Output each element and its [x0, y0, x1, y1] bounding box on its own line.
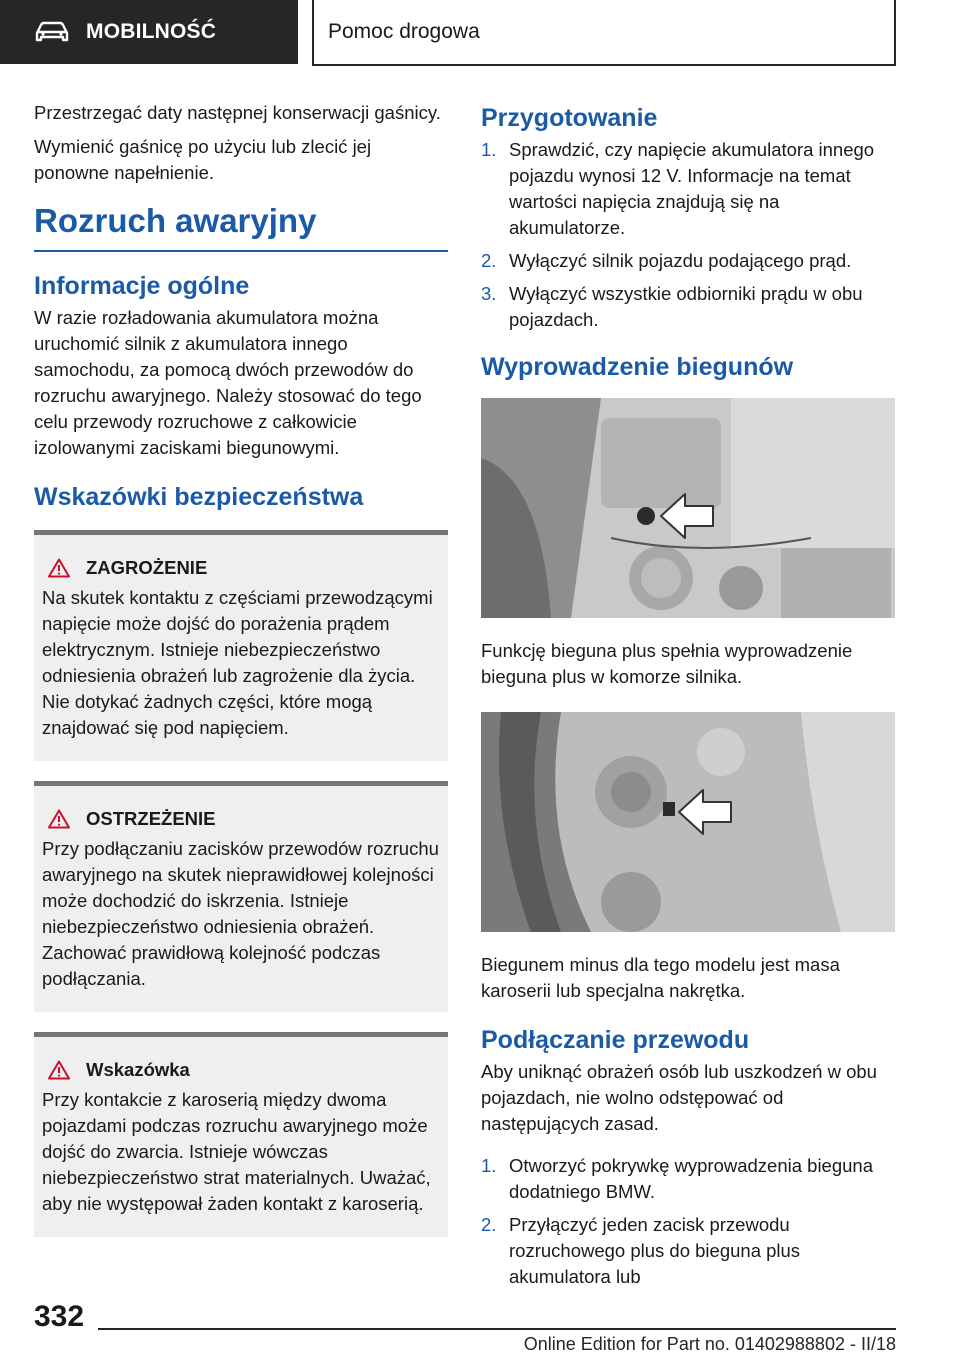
notice-box — [34, 1032, 448, 1237]
prep-steps — [481, 137, 895, 333]
box-title: OSTRZEŻENIE — [86, 808, 216, 829]
list-item: 1. Sprawdzić, czy napięcie akumulatora innego pojazdu wynosi 12 V. Informacje na temat wartości napięcia znajdują się na akumulatorze. — [481, 139, 875, 238]
warning-icon — [48, 558, 70, 578]
image-caption: Biegunem minus dla tego modelu jest masa karoserii lub specjalna nakrętka. — [481, 954, 840, 1001]
left-column — [34, 100, 448, 1257]
connect-steps — [481, 1153, 895, 1290]
warning-icon — [48, 1060, 70, 1080]
section-heading: Informacje ogólne — [34, 272, 250, 300]
section-header — [0, 0, 298, 64]
engine-bay-plus-pole-image — [481, 398, 895, 618]
image-caption: Funkcję bieguna plus spełnia wyprowadzenie bieguna plus w komorze silnika. — [481, 640, 853, 687]
section-heading: Podłączanie przewodu — [481, 1026, 750, 1054]
box-text: Przy kontakcie z karoserią między dwoma pojazdami podczas rozruchu awaryjnego może dojść do zwarcia. Istnieje wówczas niebezpieczeństwo strat materialnych. Uważać, aby nie występował żaden kontakt z karoserią. — [42, 1089, 431, 1214]
paragraph: Przestrzegać daty następnej konserwacji gaśnicy. — [34, 102, 441, 123]
paragraph: Wymienić gaśnicę po użyciu lub zlecić jej ponowne napełnienie. — [34, 136, 372, 183]
list-item: 2. Wyłączyć silnik pojazdu podającego prąd. — [481, 250, 852, 271]
section-heading: Wskazówki bezpieczeństwa — [34, 483, 364, 511]
list-item: 3. Wyłączyć wszystkie odbiorniki prądu w obu pojazdach. — [481, 283, 863, 330]
page-title: Rozruch awaryjny — [34, 202, 448, 252]
chapter-header — [312, 0, 896, 66]
chapter-label: Pomoc drogowa — [328, 20, 480, 43]
list-item: 1. Otworzyć pokrywkę wyprowadzenia bieguna dodatniego BMW. — [481, 1155, 874, 1202]
engine-bay-minus-pole-image — [481, 712, 895, 932]
list-item: 2. Przyłączyć jeden zacisk przewodu rozruchowego plus do bieguna plus akumulatora lub — [481, 1214, 801, 1287]
box-text: Na skutek kontaktu z częściami przewodzącymi napięcie może dojść do porażenia prądem elektrycznym. Istnieje niebezpieczeństwo odniesienia obrażeń lub zagrożenie dla życia. Nie dotykać żadnych części, które mogą znajdować się pod napięciem. — [42, 587, 433, 738]
box-title: ZAGROŻENIE — [86, 557, 208, 578]
page-number: 332 — [34, 1300, 85, 1333]
right-column — [481, 104, 895, 1298]
box-title: Wskazówka — [86, 1059, 190, 1080]
footer-divider — [98, 1328, 896, 1330]
danger-box — [34, 530, 448, 761]
warning-box — [34, 781, 448, 1012]
section-label: MOBILNOŚĆ — [86, 20, 217, 43]
warning-icon — [48, 809, 70, 829]
paragraph: W razie rozładowania akumulatora można uruchomić silnik z akumulatora innego samochodu, za pomocą dwóch przewodów do rozruchu awaryjnego. Należy stosować do tego celu przewody rozruchowe z całkowicie izolowanymi zaciskami biegunowymi. — [34, 307, 422, 458]
car-icon — [34, 21, 70, 43]
section-heading: Przygotowanie — [481, 104, 658, 132]
paragraph: Aby uniknąć obrażeń osób lub uszkodzeń w obu pojazdach, nie wolno odstępować od następujących zasad. — [481, 1061, 877, 1134]
section-heading: Wyprowadzenie biegunów — [481, 353, 794, 381]
edition-note: Online Edition for Part no. 01402988802 - II/18 — [523, 1334, 896, 1354]
box-text: Przy podłączaniu zacisków przewodów rozruchu awaryjnego na skutek nieprawidłowej kolejności może dochodzić do iskrzenia. Istnieje niebezpieczeństwo odniesienia obrażeń. Zachować prawidłową kolejność podczas podłączania. — [42, 838, 439, 989]
